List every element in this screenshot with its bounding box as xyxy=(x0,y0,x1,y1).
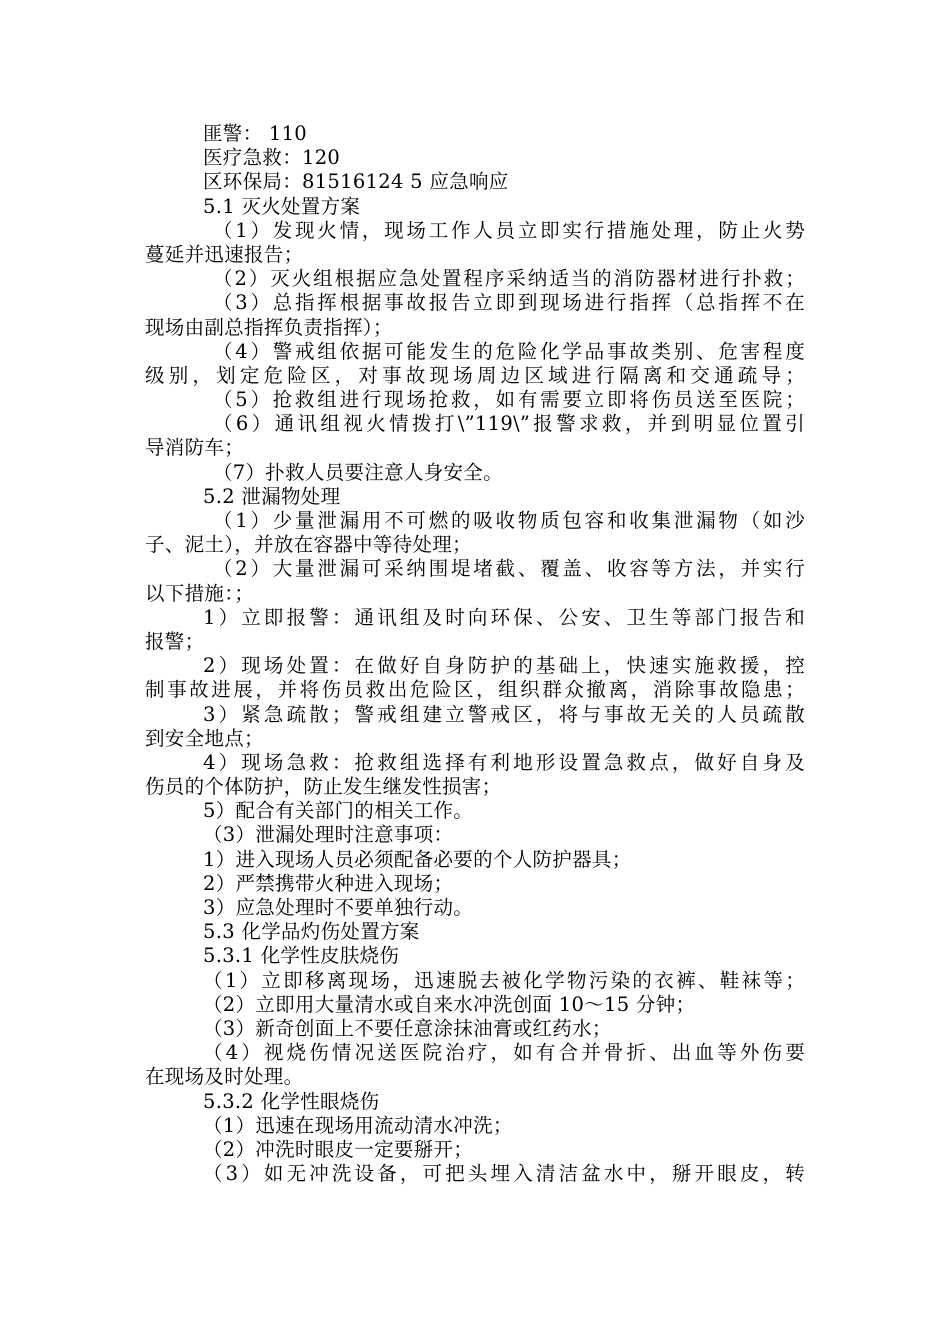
text-line: （4）警戒组依据可能发生的危险化学品事故类别、危害程度 xyxy=(213,339,805,363)
text-line: 2）严禁携带火种进入现场； xyxy=(203,871,454,895)
text-line: 3）紧急疏散；警戒组建立警戒区，将与事故无关的人员疏散 xyxy=(203,702,805,726)
text-line: （2）冲洗时眼皮一定要掰开； xyxy=(203,1137,474,1161)
text-line: 1）进入现场人员必须配备必要的个人防护器具； xyxy=(203,847,632,871)
text-line: （2）灭火组根据应急处置程序采纳适当的消防器材进行扑救； xyxy=(213,267,805,291)
text-line: （2）立即用大量清水或自来水冲洗创面 10～15 分钟； xyxy=(203,992,696,1016)
text-line: 现场由副总指挥负责指挥）； xyxy=(145,315,393,339)
text-line: 3）应急处理时不要单独行动。 xyxy=(203,896,474,919)
text-line: （2）大量泄漏可采纳围堤堵截、覆盖、收容等方法，并实行 xyxy=(213,557,805,581)
text-line: 5.3.2 化学性眼烧伤 xyxy=(203,1089,380,1113)
text-line: 伤员的个体防护，防止发生继发性损害； xyxy=(145,775,502,799)
text-line: 级别，划定危险区，对事故现场周边区域进行隔离和交通疏导； xyxy=(145,363,805,387)
text-line: 5.3 化学品灼伤处置方案 xyxy=(203,920,420,944)
text-line: 5.3.1 化学性皮肤烧伤 xyxy=(203,944,400,968)
text-line: （4）视烧伤情况送医院治疗，如有合并骨折、出血等外伤要 xyxy=(203,1041,805,1065)
text-line: 匪警： 110 xyxy=(203,122,308,145)
text-line: 以下措施：； xyxy=(145,581,255,605)
text-line: 5.2 泄漏物处理 xyxy=(203,484,341,508)
text-line: 5）配合有关部门的相关工作。 xyxy=(203,799,474,823)
text-line: 1）立即报警：通讯组及时向环保、公安、卫生等部门报告和 xyxy=(203,605,805,629)
text-line: 蔓延并迅速报告； xyxy=(145,242,304,266)
text-line: 5.1 灭火处置方案 xyxy=(203,194,361,218)
text-line: （3）如无冲洗设备，可把头埋入清洁盆水中，掰开眼皮，转 xyxy=(203,1162,805,1186)
text-line: 子、泥土），并放在容器中等待处理； xyxy=(145,533,472,557)
text-line: （3）总指挥根据事故报告立即到现场进行指挥（总指挥不在 xyxy=(213,291,805,315)
text-line: （7）扑救人员要注意人身安全。 xyxy=(213,460,503,484)
text-line: 制事故进展，并将伤员救出危险区，组织群众撤离，消除事故隐患； xyxy=(145,678,805,702)
text-line: 4）现场急救：抢救组选择有利地形设置急救点，做好自身及 xyxy=(203,750,805,774)
text-line: 报警； xyxy=(145,629,205,653)
text-line: 在现场及时处理。 xyxy=(145,1065,304,1089)
text-line: 医疗急救：120 xyxy=(203,146,341,170)
text-line: 导消防车； xyxy=(145,436,245,460)
text-line: （1）少量泄漏用不可燃的吸收物质包容和收集泄漏物（如沙 xyxy=(213,509,805,532)
text-line: （5）抢救组进行现场抢救，如有需要立即将伤员送至医院； xyxy=(213,388,805,412)
text-line: 区环保局：81516124 5 应急响应 xyxy=(203,170,509,194)
text-line: （1）立即移离现场，迅速脱去被化学物污染的衣裤、鞋袜等； xyxy=(203,968,805,992)
text-line: （1）发现火情，现场工作人员立即实行措施处理，防止火势 xyxy=(213,218,805,242)
text-line: （3）新奇创面上不要任意涂抹油膏或红药水； xyxy=(203,1016,612,1040)
document-page xyxy=(0,122,950,1186)
text-line: （6）通讯组视火情拨打\”119\”报警求救，并到明显位置引 xyxy=(213,412,805,436)
text-line: （3）泄漏处理时注意事项： xyxy=(203,823,454,847)
text-line: 到安全地点； xyxy=(145,726,264,750)
text-line: （1）迅速在现场用流动清水冲洗； xyxy=(203,1113,513,1137)
text-line: 2）现场处置：在做好自身防护的基础上，快速实施救援，控 xyxy=(203,654,805,678)
